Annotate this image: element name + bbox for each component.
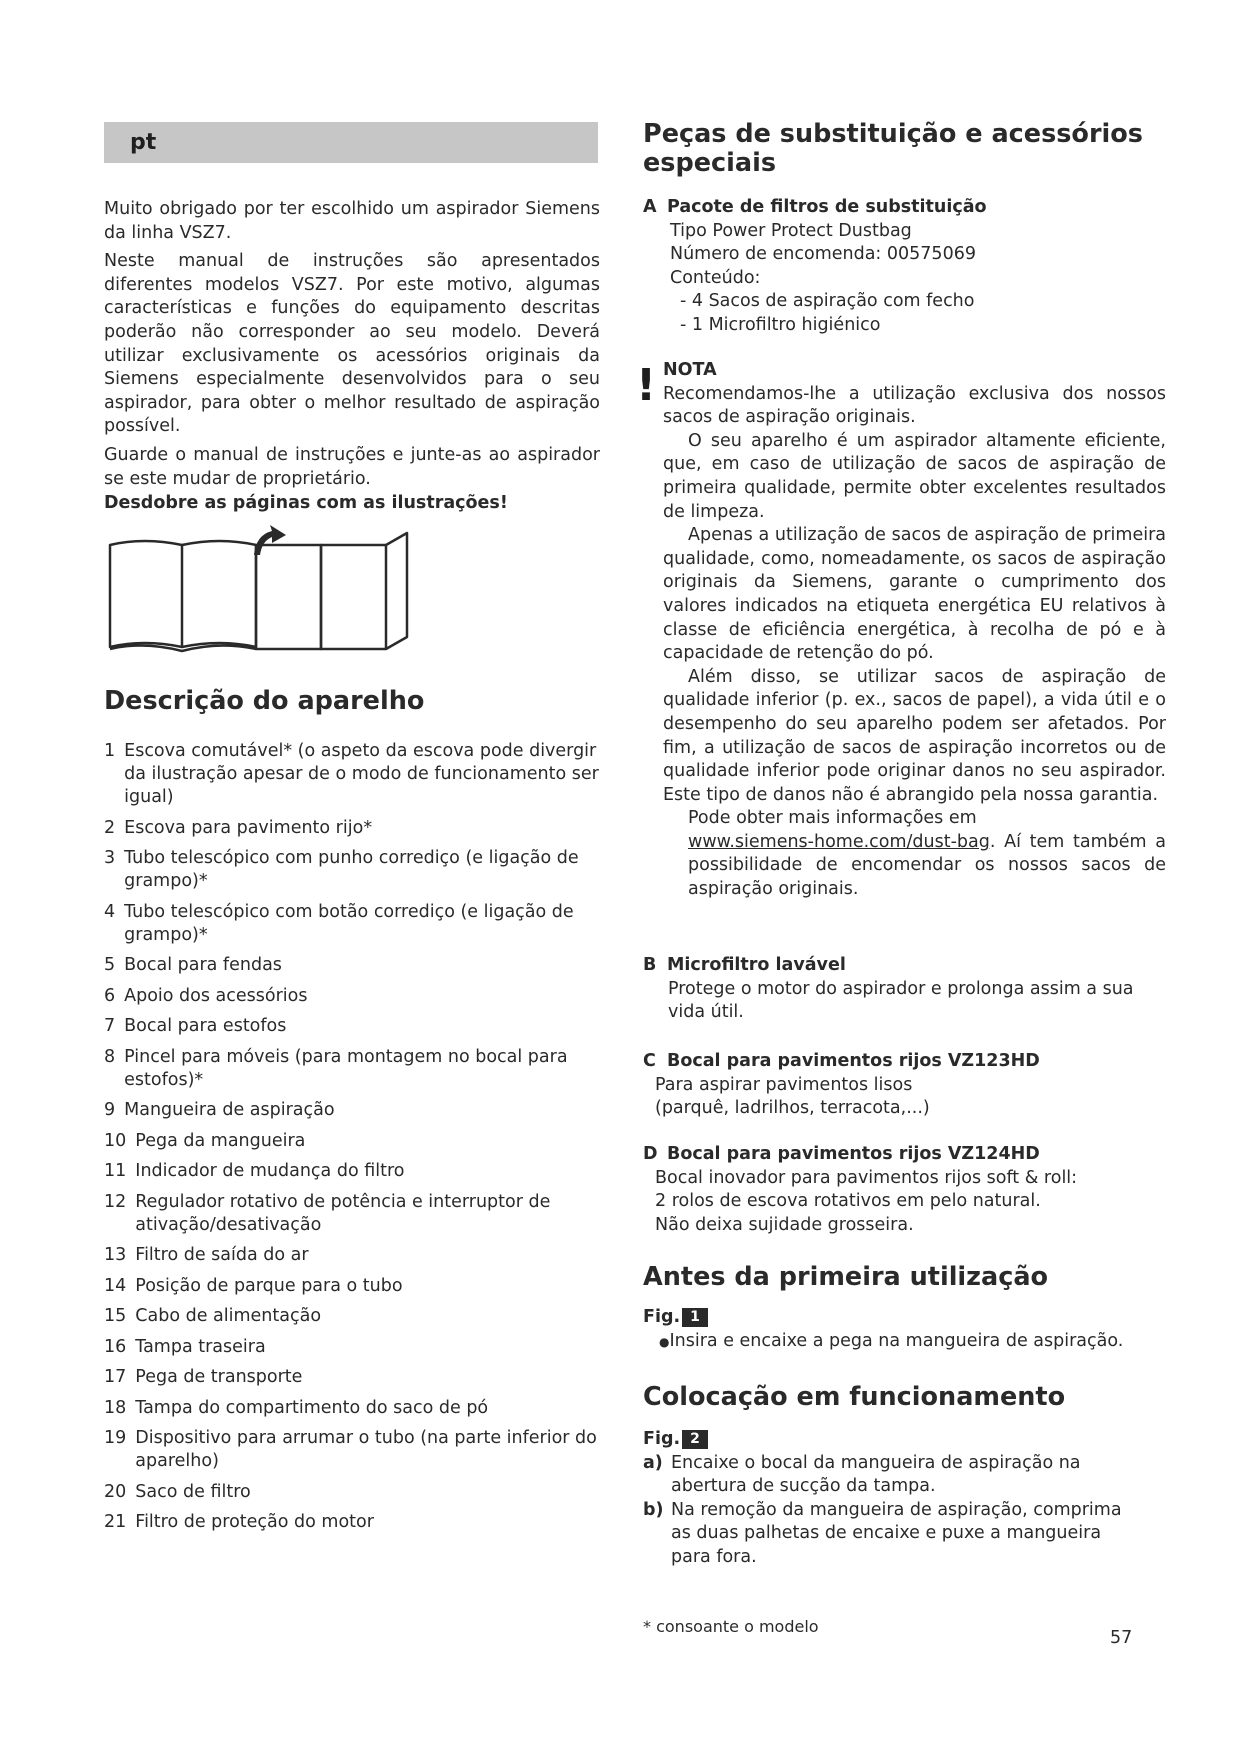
nota-block [663,359,1166,902]
list-item: 13 Filtro de saída do ar [104,1245,309,1265]
accessory-d-section [643,1143,1173,1237]
nota-paragraph: Pode obter mais informações em [688,808,977,829]
accessory-a-content-item: - 1 Microfiltro higiénico [680,314,881,335]
list-item: 7 Bocal para estofos [104,1016,287,1036]
language-header-bar [104,122,598,163]
dust-bag-link[interactable]: www.siemens-home.com/dust-bag [688,831,990,852]
accessory-a-order-number: Número de encomenda: 00575069 [670,244,976,265]
list-item: 11 Indicador de mudança do filtro [104,1161,405,1181]
accessory-b-text: Protege o motor do aspirador e prolonga assim a sua vida útil. [668,978,1134,1023]
accessory-d-title: D Bocal para pavimentos rijos VZ124HD [643,1144,1040,1164]
before-use-instruction: ●Insira e encaixe a pega na mangueira de aspiração. [659,1330,1124,1351]
before-use-section [643,1306,1173,1354]
parts-list [104,740,604,1542]
intro-paragraph: Muito obrigado por ter escolhido um aspirador Siemens da linha VSZ7. [104,199,600,243]
accessory-b-section [643,954,1173,1025]
page-number: 57 [1110,1628,1133,1648]
list-item: 12 Regulador rotativo de potência e interruptor de ativação/desativação [104,1191,551,1235]
operation-section [643,1428,1138,1570]
before-use-heading: Antes da primeira utilização [643,1262,1049,1292]
accessory-d-line: Não deixa sujidade grosseira. [655,1214,914,1235]
accessory-a-title: A Pacote de filtros de substituição [643,197,987,217]
list-item: 17 Pega de transporte [104,1367,303,1387]
accessory-c-title: C Bocal para pavimentos rijos VZ123HD [643,1051,1040,1071]
nota-link-paragraph: www.siemens-home.com/dust-bag. Aí tem também a possibilidade de encomendar os nossos sacos de aspiração originais. [688,831,1166,900]
operation-step-b: b) Na remoção da mangueira de aspiração, comprima as duas palhetas de encaixe e puxe a mangueira para fora. [643,1499,1122,1567]
accessory-d-line: 2 rolos de escova rotativos em pelo natural. [655,1191,1041,1212]
accessory-c-line: Para aspirar pavimentos lisos [655,1074,913,1095]
nota-paragraph: Apenas a utilização de sacos de aspiração de primeira qualidade, como, nomeadamente, os sacos de aspiração originais da Siemens, garante o cumprimento dos valores indicados na etiqueta energética EU relativos à classe de eficiência energética, à recolha de pó e à capacidade de retenção do pó. [663,525,1166,664]
accessory-c-section [643,1050,1173,1121]
intro-text [104,198,600,496]
list-item: 6 Apoio dos acessórios [104,985,308,1006]
list-item: 16 Tampa traseira [104,1336,266,1357]
nota-paragraph: Recomendamos-lhe a utilização exclusiva dos nossos sacos de aspiração originais. [663,383,1166,428]
description-heading: Descrição do aparelho [104,686,425,716]
intro-paragraph: Neste manual de instruções são apresentados diferentes modelos VSZ7. Por este motivo, algumas características e funções do equipamento descritas poderão não corresponder ao seu modelo. Deverá utilizar exclusivamente os acessórios originais da Siemens especialmente desenvolvidos para o seu aspirador, para obter o melhor resultado de aspiração possível. [104,251,600,437]
accessory-b-title: B Microfiltro lavável [643,955,846,975]
accessory-c-line: (parquê, ladrilhos, terracota,...) [655,1098,930,1119]
list-item: 4 Tubo telescópico com botão corrediço (e ligação de grampo)* [104,901,574,945]
unfold-pages-illustration [104,523,424,653]
list-item: 2 Escova para pavimento rijo* [104,817,373,838]
list-item: 18 Tampa do compartimento do saco de pó [104,1397,489,1418]
fig-reference: Fig. 1 [643,1306,1173,1330]
operation-heading: Colocação em funcionamento [643,1382,1066,1412]
list-item: 1 Escova comutável* (o aspeto da escova pode divergir da ilustração apesar de o modo de funcionamento ser igual) [104,741,599,807]
warning-icon: ! [636,360,657,411]
nota-paragraph: Além disso, se utilizar sacos de aspiração de qualidade inferior (p. ex., sacos de papel), a vida útil e o desempenho do seu aparelho podem ser afetados. Por fim, a utilização de sacos de aspiração incorretos ou de qualidade inferior pode originar danos no seu aspirador. Este tipo de danos não é abrangido pela nossa garantia. [663,666,1166,805]
accessory-a-contents-label: Conteúdo: [670,267,761,288]
list-item: 5 Bocal para fendas [104,955,282,975]
list-item: 19 Dispositivo para arrumar o tubo (na parte inferior do aparelho) [104,1428,597,1471]
fig-number-badge: 1 [682,1308,708,1327]
list-item: 8 Pincel para móveis (para montagem no bocal para estofos)* [104,1046,568,1090]
accessories-heading: Peças de substituição e acessórios especiais [643,119,1143,178]
list-item: 3 Tubo telescópico com punho corrediço (e ligação de grampo)* [104,848,579,891]
list-item: 9 Mangueira de aspiração [104,1100,335,1120]
list-item: 10 Pega da mangueira [104,1130,306,1151]
list-item: 14 Posição de parque para o tubo [104,1275,403,1296]
footnote: * consoante o modelo [643,1617,819,1636]
bullet-icon: ● [659,1334,670,1349]
fig-number-badge: 2 [682,1430,708,1449]
nota-paragraph: O seu aparelho é um aspirador altamente eficiente, que, em caso de utilização de sacos de aspiração de primeira qualidade, permite obter excelentes resultados de limpeza. [663,430,1166,522]
list-item: 15 Cabo de alimentação [104,1306,322,1326]
list-item: 20 Saco de filtro [104,1481,251,1502]
unfold-arrow-icon [254,525,286,555]
intro-paragraph: Guarde o manual de instruções e junte-as ao aspirador se este mudar de proprietário. [104,444,600,489]
fig-reference: Fig. 2 [643,1428,1138,1452]
accessory-d-line: Bocal inovador para pavimentos rijos soft & roll: [655,1167,1078,1188]
nota-title: NOTA [663,360,717,380]
accessory-a-section [643,196,1173,338]
accessory-a-product: Tipo Power Protect Dustbag [670,220,912,241]
accessory-a-content-item: - 4 Sacos de aspiração com fecho [680,291,975,312]
unfold-note: Desdobre as páginas com as ilustrações! [104,493,508,513]
operation-step-a: a) Encaixe o bocal da mangueira de aspiração na abertura de sucção da tampa. [643,1452,1081,1497]
list-item: 21 Filtro de proteção do motor [104,1512,374,1532]
language-code: pt [130,130,157,155]
